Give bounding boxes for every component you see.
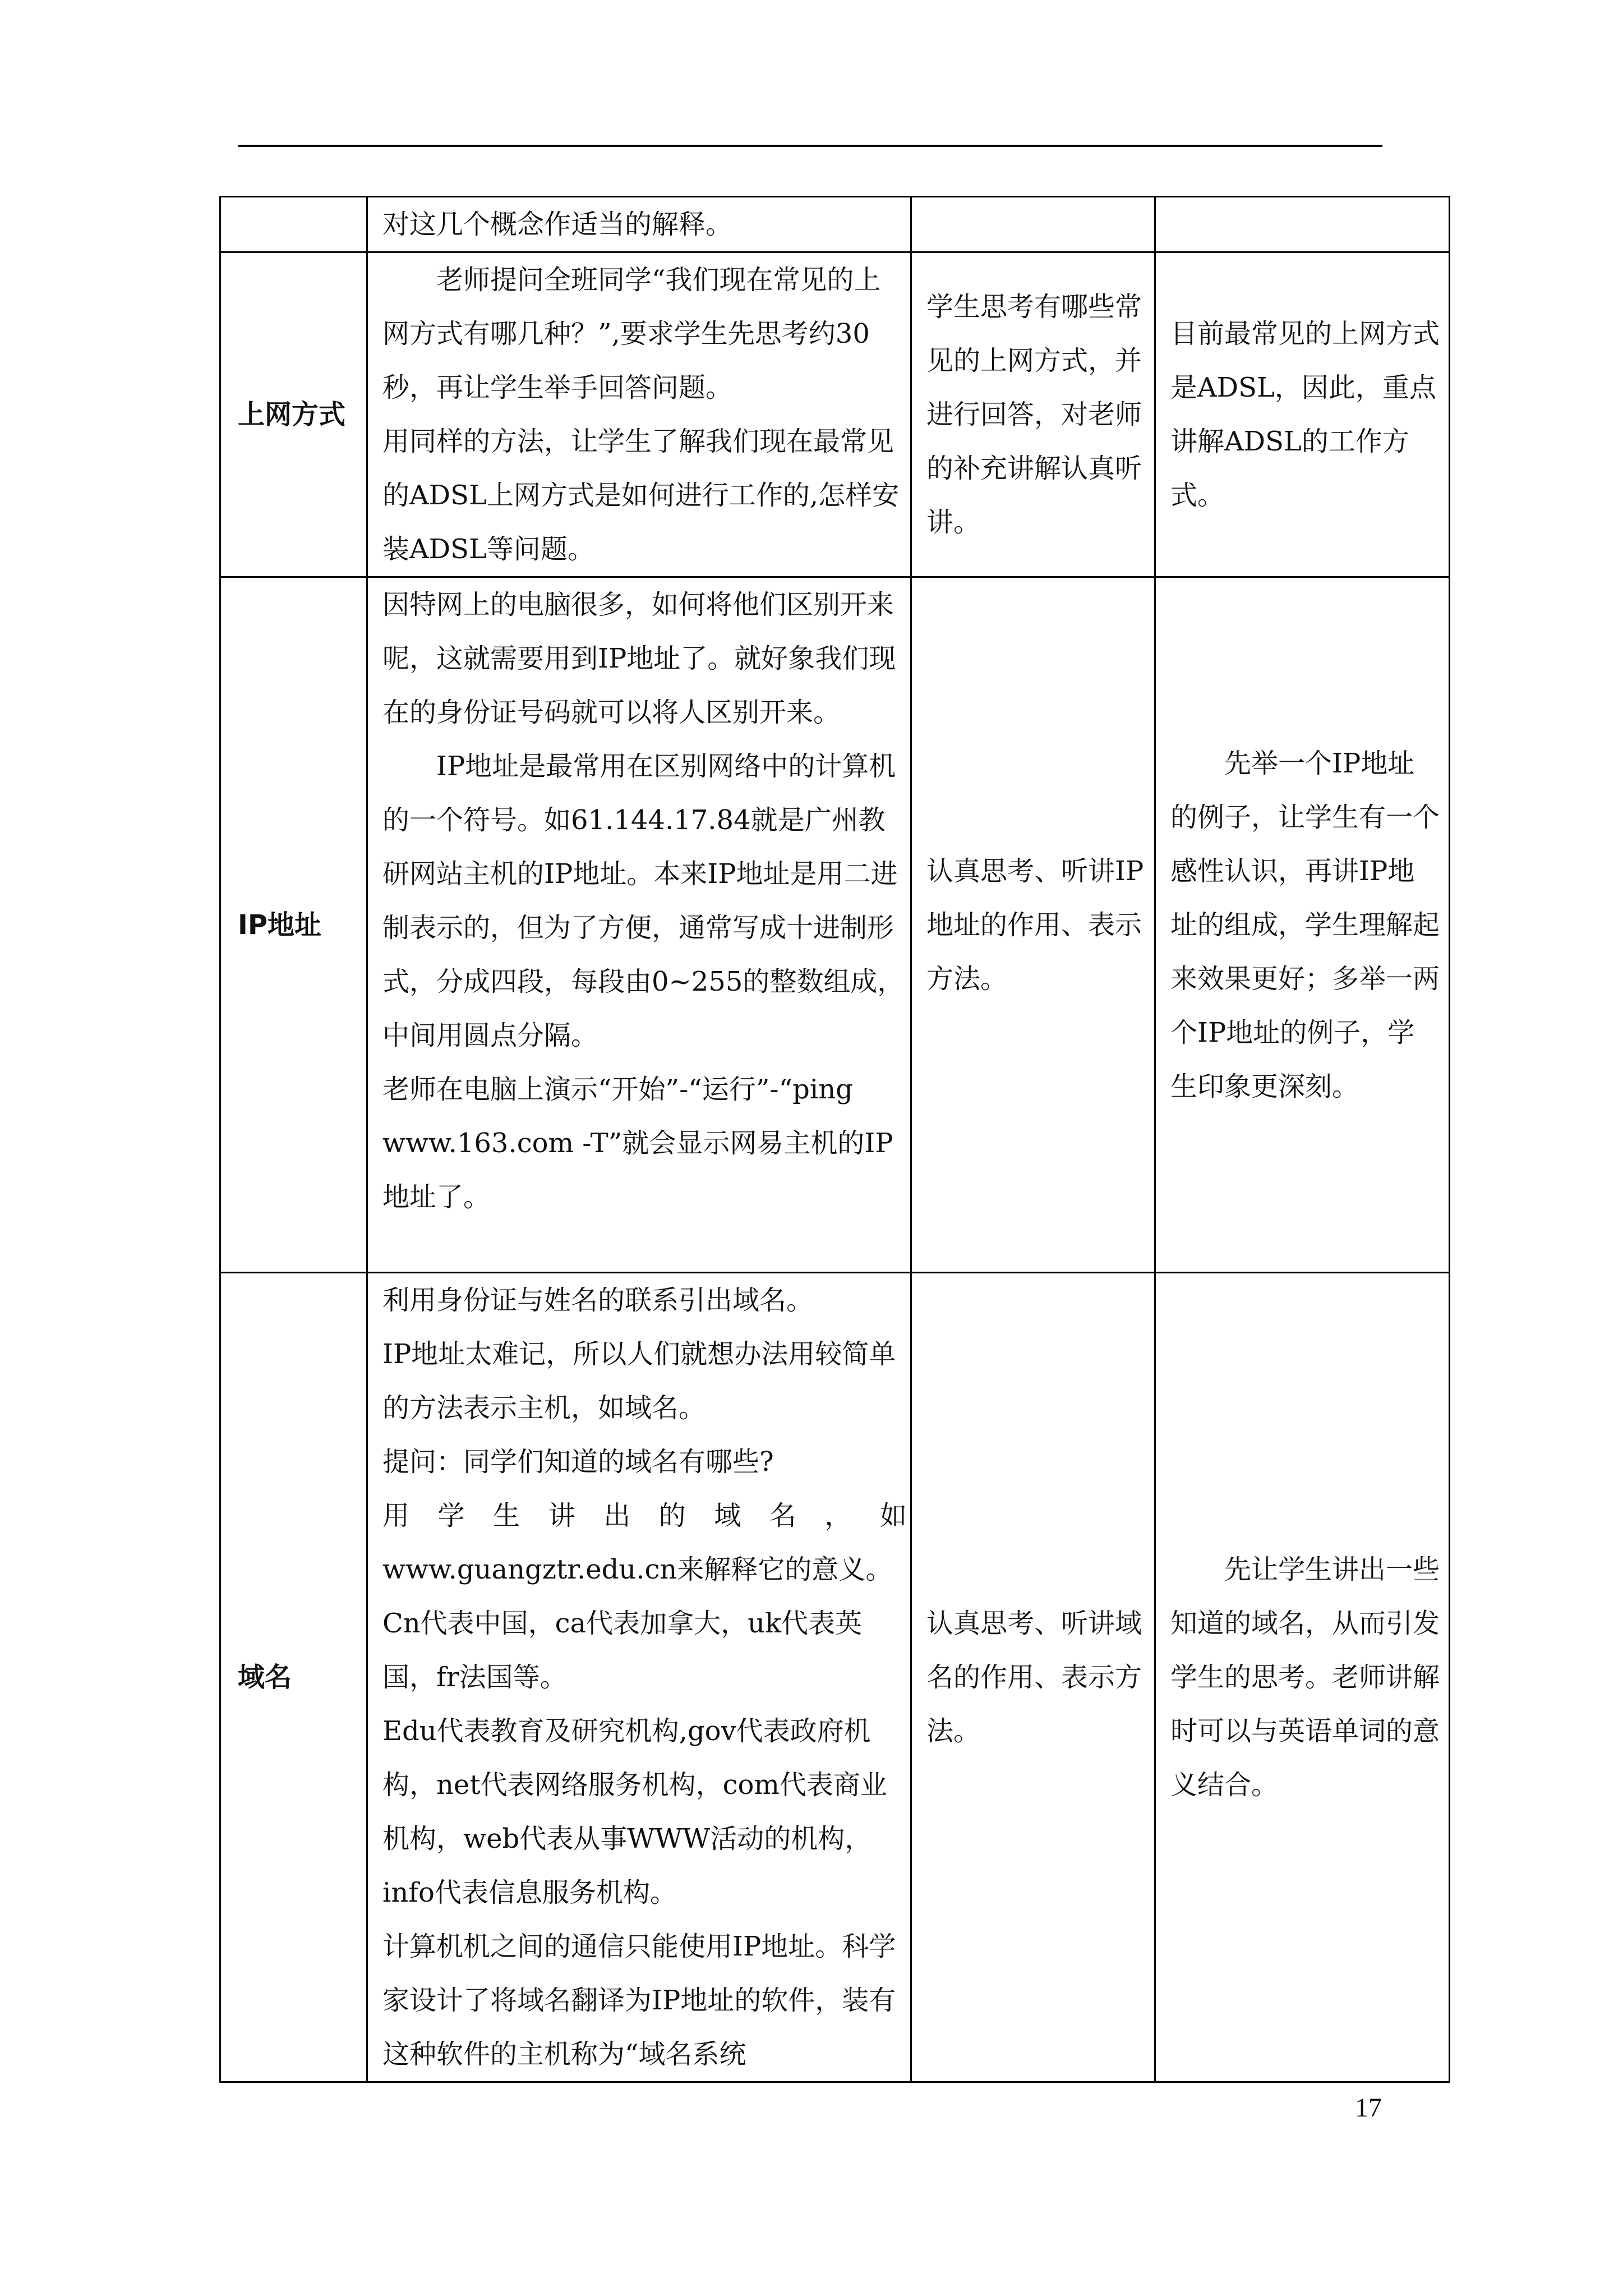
student-activity-cell [911, 197, 1155, 252]
content-paragraph: www.guangztr.edu.cn来解释它的意义。 [382, 1554, 893, 1585]
table-row [220, 577, 1450, 1273]
content-cell [367, 577, 911, 1273]
content-paragraph: 计算机机之间的通信只能使用IP地址。科学家设计了将域名翻译为IP地址的软件，装有这种软件的主机称为“域名系统 [382, 1931, 896, 2070]
design-note-cell [1155, 197, 1450, 252]
table-row [220, 197, 1450, 252]
content-paragraph: 老师提问全班同学“我们现在常见的上网方式有哪几种？”,要求学生先思考约30秒，再让学生举手回答问题。 [382, 264, 881, 403]
design-note-cell: 先让学生讲出一些知道的域名，从而引发学生的思考。老师讲解时可以与英语单词的意义结合。 [1155, 1273, 1450, 2082]
content-paragraph: Cn代表中国，ca代表加拿大，uk代表英国，fr法国等。 [382, 1608, 863, 1693]
page-number: 17 [1355, 2093, 1382, 2123]
table-row [220, 1273, 1450, 2082]
content-cell [367, 1273, 911, 2082]
content-paragraph: 利用身份证与姓名的联系引出域名。 [382, 1285, 814, 1316]
content-paragraph: 提问：同学们知道的域名有哪些? [382, 1446, 774, 1478]
student-activity-cell: 学生思考有哪些常见的上网方式，并进行回答，对老师的补充讲解认真听讲。 [911, 252, 1155, 577]
content-paragraph: 老师在电脑上演示“开始”-“运行”-“ping www.163.com -T”就会显示网易主机的IP地址了。 [382, 1074, 893, 1213]
content-paragraph: 因特网上的电脑很多，如何将他们区别开来呢，这就需要用到IP地址了。就好象我们现在的身份证号码就可以将人区别开来。 [382, 589, 896, 728]
design-note-cell: 先举一个IP地址的例子，让学生有一个感性认识，再讲IP地址的组成，学生理解起来效果更好；多举一两个IP地址的例子，学生印象更深刻。 [1155, 577, 1450, 1273]
content-cell [367, 252, 911, 577]
topic-cell [220, 197, 367, 252]
student-activity-cell: 认真思考、听讲IP地址的作用、表示方法。 [911, 577, 1155, 1273]
content-paragraph: IP地址太难记，所以人们就想办法用较简单的方法表示主机，如域名。 [382, 1338, 896, 1424]
topic-cell: 上网方式 [220, 252, 367, 577]
content-cell [367, 197, 911, 252]
lesson-plan-table [219, 196, 1450, 2083]
header-rule [238, 145, 1382, 147]
content-paragraph: 用同样的方法，让学生了解我们现在最常见的ADSL上网方式是如何进行工作的,怎样安装ADSL等问题。 [382, 426, 900, 565]
content-paragraph: 用学生讲出的域名，如 [382, 1500, 907, 1531]
student-activity-cell: 认真思考、听讲域名的作用、表示方法。 [911, 1273, 1155, 2082]
topic-cell: IP地址 [220, 577, 367, 1273]
content-paragraph: IP地址是最常用在区别网络中的计算机的一个符号。如61.144.17.84就是广州教研网站主机的IP地址。本来IP地址是用二进制表示的，但为了方便，通常写成十进制形式，分成四段，每段由0~255的整数组成，中间用圆点分隔。 [382, 751, 905, 1051]
content-paragraph: 对这几个概念作适当的解释。 [382, 209, 733, 240]
design-note-cell: 目前最常见的上网方式是ADSL，因此，重点讲解ADSL的工作方式。 [1155, 252, 1450, 577]
table-row [220, 252, 1450, 577]
topic-cell: 域名 [220, 1273, 367, 2082]
content-paragraph: Edu代表教育及研究机构,gov代表政府机构，net代表网络服务机构，com代表商业机构，web代表从事WWW活动的机构，info代表信息服务机构。 [382, 1715, 887, 1908]
